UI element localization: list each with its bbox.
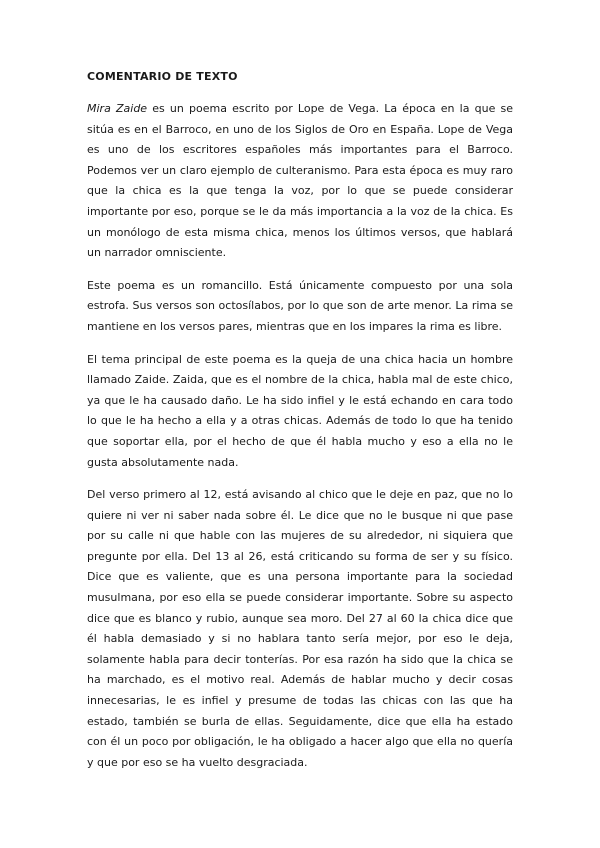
- paragraph-theme: El tema principal de este poema es la queja de una chica hacia un hombre llamado Zaide. Zaida, que es el nombre de la chica, habla mal de este chico, ya que le ha causado daño. Le ha sido infiel y le está echando en cara todo lo que le ha hecho a ella y a otras chicas. Además de todo lo que ha tenido que soportar ella, por el hecho de que él habla mucho y eso a ella no le gusta absolutamente nada.: [87, 352, 513, 469]
- document-page: [87, 68, 513, 785]
- paragraph-structure: Del verso primero al 12, está avisando al chico que le deje en paz, que no lo quiere ni ver ni saber nada sobre él. Le dice que no le busque ni que pase por su calle ni que hable con las mujeres de su alrededor, ni siquiera que pregunte por ella. Del 13 al 26, está criticando su forma de ser y su físico. Dice que es valiente, que es una persona importante para la sociedad musulmana, por eso ella se puede considerar importante. Sobre su aspecto dice que es blanco y rubio, aunque sea moro. Del 27 al 60 la chica dice que él habla demasiado y si no hablara tanto sería mejor, por eso le deja, solamente habla para decir tonterías. Por esa razón ha sido que la chica se ha marchado, es el motivo real. Además de hablar mucho y decir cosas innecesarias, le es infiel y presume de todas las chicas con las que ha estado, también se burla de ellas. Seguidamente, dice que ella ha estado con él un poco por obligación, le ha obligado a hacer algo que ella no quería y que por eso se ha vuelto desgraciada.: [87, 488, 513, 769]
- document-title: COMENTARIO DE TEXTO: [87, 70, 238, 83]
- paragraph-intro: [87, 99, 513, 264]
- paragraph-intro-text: es un poema escrito por Lope de Vega. La época en la que se sitúa es en el Barroco, en uno de los Siglos de Oro en España. Lope de Vega es uno de los escritores españoles más importantes para el Barroco. Podemos ver un claro ejemplo de culteranismo. Para esta época es muy raro que la chica es la que tenga la voz, por lo que se puede considerar importante por eso, porque se le da más importancia a la voz de la chica. Es un monólogo de esta misma chica, menos los últimos versos, que hablará un narrador omnisciente.: [87, 102, 514, 260]
- paragraph-metrics: Este poema es un romancillo. Está únicamente compuesto por una sola estrofa. Sus versos son octosílabos, por lo que son de arte menor. La rima se mantiene en los versos pares, mientras que en los impares la rima es libre.: [87, 278, 513, 333]
- poem-title: Mira Zaide: [87, 102, 148, 115]
